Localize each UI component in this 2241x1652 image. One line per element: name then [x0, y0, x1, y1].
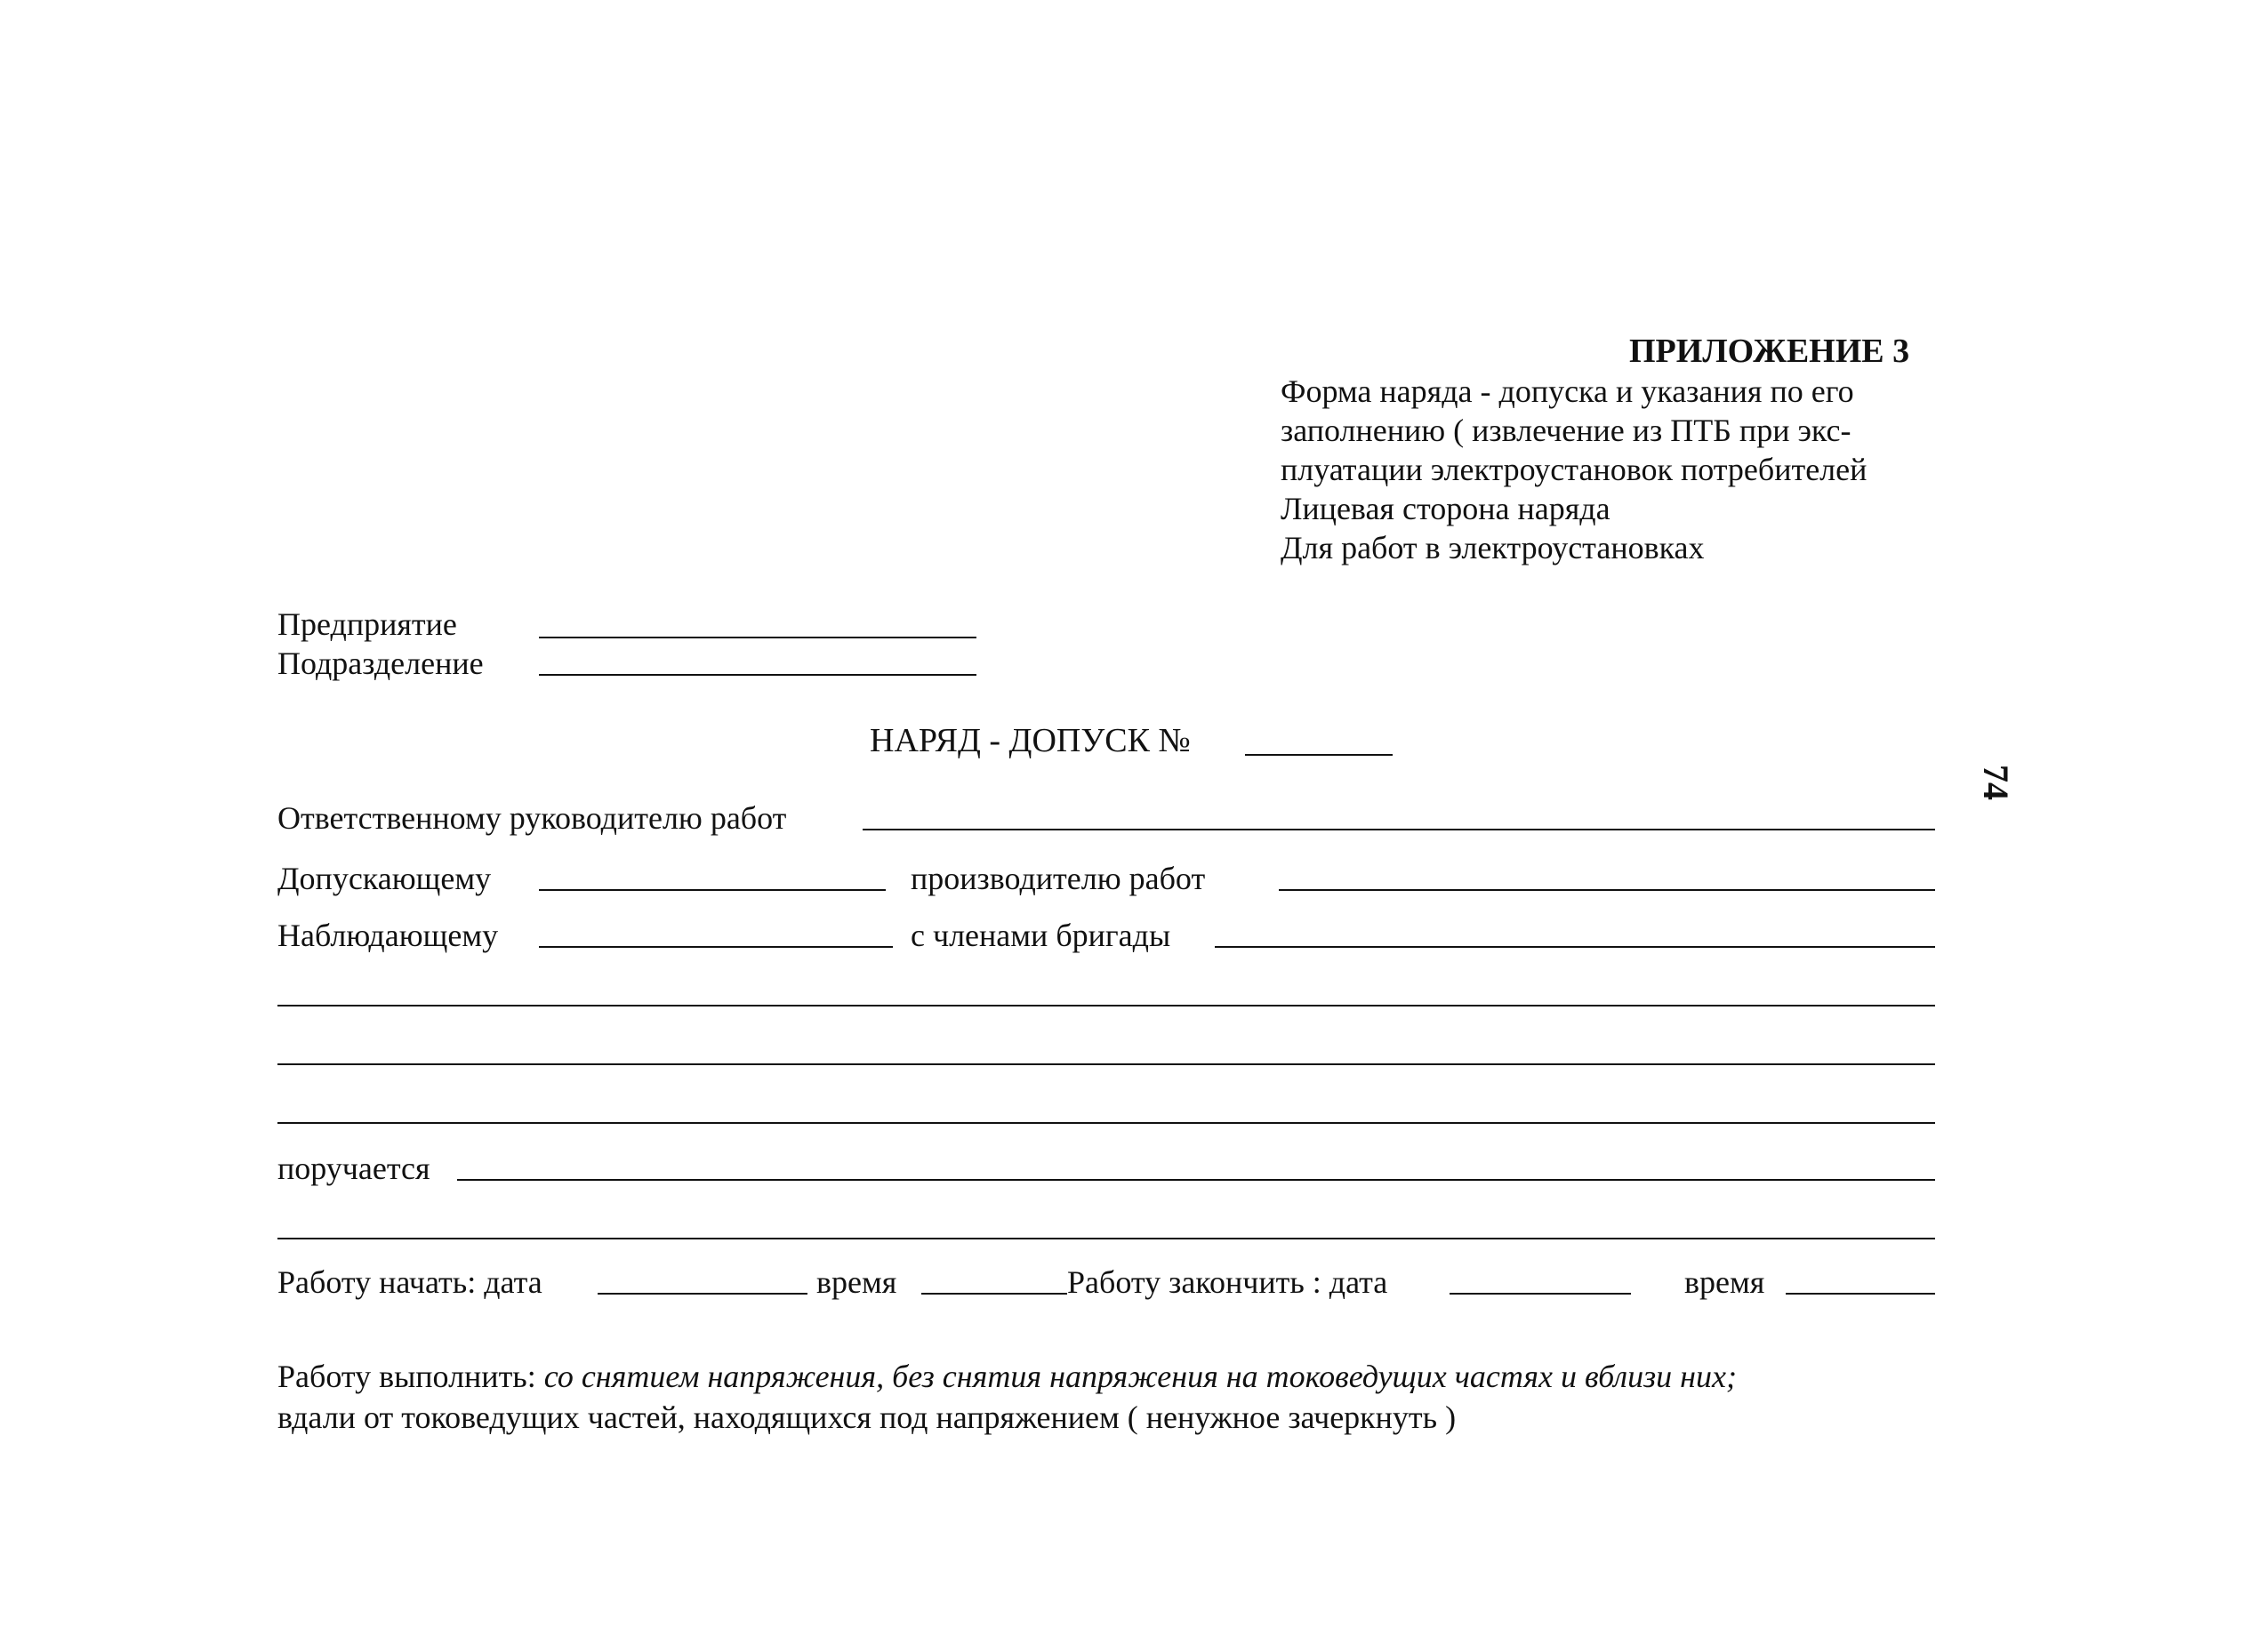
- assigned-field[interactable]: [457, 1179, 1935, 1181]
- assigned-label: поручается: [277, 1151, 430, 1186]
- responsible-label: Ответственному руководителю работ: [277, 800, 787, 836]
- appendix-line-2: заполнению ( извлечение из ПТБ при экс-: [1281, 413, 1851, 448]
- end-date-label: Работу закончить : дата: [1067, 1264, 1388, 1300]
- observer-field[interactable]: [539, 946, 893, 948]
- start-date-field[interactable]: [598, 1293, 807, 1295]
- division-field[interactable]: [539, 674, 976, 676]
- permit-number-field[interactable]: [1245, 754, 1393, 756]
- appendix-line-5: Для работ в электроустановках: [1281, 530, 1705, 565]
- observer-label: Наблюдающему: [277, 918, 499, 953]
- start-date-label: Работу начать: дата: [277, 1264, 542, 1300]
- instruction-italic: со снятием напряжения, без снятия напряжения на токоведущих частях и вблизи них;: [535, 1359, 1737, 1394]
- instruction-prefix: Работу выполнить:: [277, 1359, 536, 1394]
- crew-label: с членами бригады: [911, 918, 1171, 953]
- producer-field[interactable]: [1279, 889, 1935, 891]
- start-time-label: время: [816, 1264, 897, 1300]
- admitting-field[interactable]: [539, 889, 886, 891]
- blank-line-3[interactable]: [277, 1122, 1935, 1124]
- page-number: 74: [1976, 765, 2016, 800]
- enterprise-field[interactable]: [539, 637, 976, 638]
- end-date-field[interactable]: [1450, 1293, 1631, 1295]
- end-time-label: время: [1684, 1264, 1765, 1300]
- division-label: Подразделение: [277, 646, 484, 681]
- admitting-label: Допускающему: [277, 861, 492, 896]
- producer-label: производителю работ: [911, 861, 1206, 896]
- instruction-line-2: вдали от токоведущих частей, находящихся под напряжением ( ненужное зачеркнуть ): [277, 1399, 1457, 1435]
- instruction-line-1: [277, 1357, 1737, 1396]
- responsible-field[interactable]: [863, 829, 1935, 830]
- appendix-line-4: Лицевая сторона наряда: [1281, 491, 1610, 526]
- blank-line-1[interactable]: [277, 1005, 1935, 1006]
- form-title: НАРЯД - ДОПУСК №: [870, 722, 1191, 759]
- end-time-field[interactable]: [1786, 1293, 1935, 1295]
- appendix-line-1: Форма наряда - допуска и указания по его: [1281, 373, 1854, 409]
- start-time-field[interactable]: [921, 1293, 1067, 1295]
- blank-line-2[interactable]: [277, 1063, 1935, 1065]
- appendix-line-3: плуатации электроустановок потребителей: [1281, 452, 1868, 487]
- blank-line-4[interactable]: [277, 1238, 1935, 1239]
- crew-field[interactable]: [1215, 946, 1935, 948]
- enterprise-label: Предприятие: [277, 606, 457, 642]
- appendix-title: ПРИЛОЖЕНИЕ 3: [1629, 333, 1910, 370]
